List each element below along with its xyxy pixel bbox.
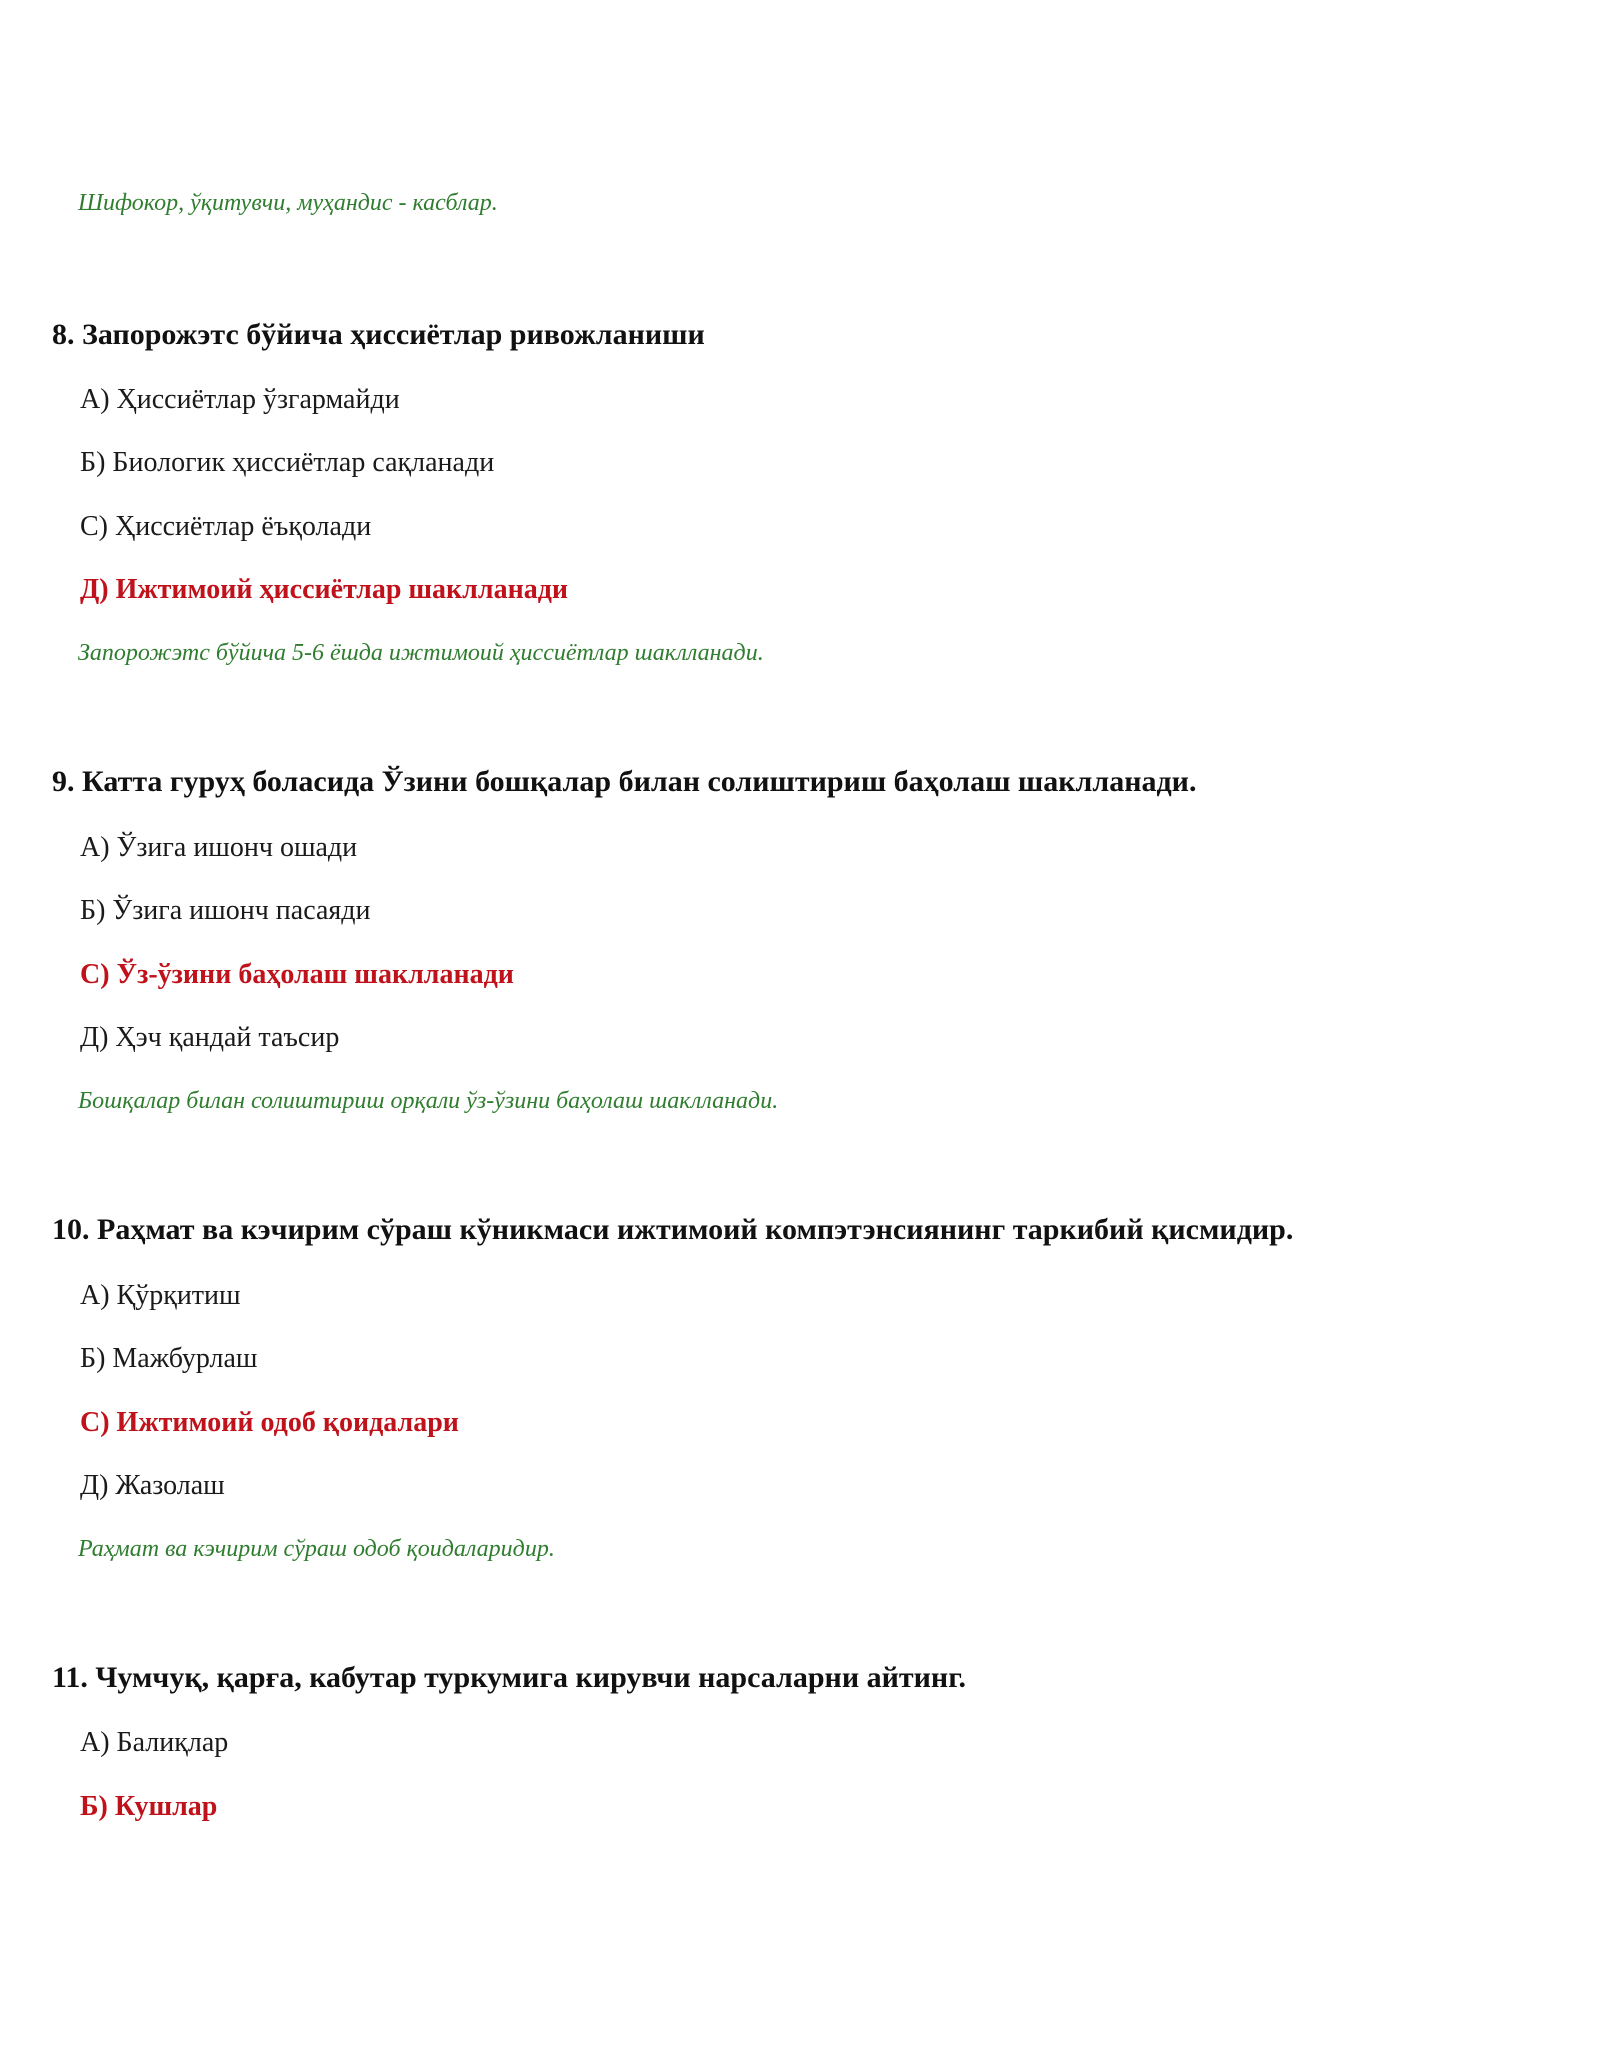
answer-option: Д) Жазолаш [80, 1470, 225, 1501]
correct-answer-option: Д) Ижтимоий ҳиссиётлар шаклланади [80, 574, 569, 605]
answer-option: А) Ҳиссиётлар ўзгармайди [80, 384, 400, 415]
answer-option: А) Ўзига ишонч ошади [80, 832, 358, 863]
explanation-text: Запорожэтс бўйича 5-6 ёшда ижтимоий ҳиссиётлар шаклланади. [78, 640, 764, 666]
answer-option: Д) Ҳэч қандай таъсир [80, 1022, 340, 1053]
correct-answer-option: С) Ўз-ўзини баҳолаш шаклланади [80, 959, 514, 990]
answer-option: Б) Мажбурлаш [80, 1343, 258, 1374]
answer-option: А) Балиқлар [80, 1727, 229, 1758]
answer-option: Б) Ўзига ишонч пасаяди [80, 895, 371, 926]
answer-option: А) Қўрқитиш [80, 1280, 241, 1311]
explanation-text: Раҳмат ва кэчирим сўраш одоб қоидаларидир. [78, 1536, 555, 1562]
answer-option: С) Ҳиссиётлар ёъқолади [80, 511, 372, 542]
answer-option: Б) Биологик ҳиссиётлар сақланади [80, 447, 495, 478]
explanation-text: Шифокор, ўқитувчи, муҳандис - касблар. [78, 190, 498, 216]
explanation-text: Бошқалар билан солиштириш орқали ўз-ўзини баҳолаш шаклланади. [78, 1088, 779, 1114]
correct-answer-option: С) Ижтимоий одоб қоидалари [80, 1407, 459, 1438]
question-title: 11. Чумчуқ, қарға, кабутар туркумига кирувчи нарсаларни айтинг. [52, 1661, 966, 1694]
question-title: 8. Запорожэтс бўйича ҳиссиётлар ривожланиши [52, 318, 705, 351]
correct-answer-option: Б) Кушлар [80, 1791, 218, 1822]
question-title: 10. Раҳмат ва кэчирим сўраш кўникмаси ижтимоий компэтэнсиянинг таркибий қисмидир. [52, 1213, 1294, 1246]
question-title: 9. Катта гуруҳ боласида Ўзини бошқалар билан солиштириш баҳолаш шаклланади. [52, 765, 1197, 798]
